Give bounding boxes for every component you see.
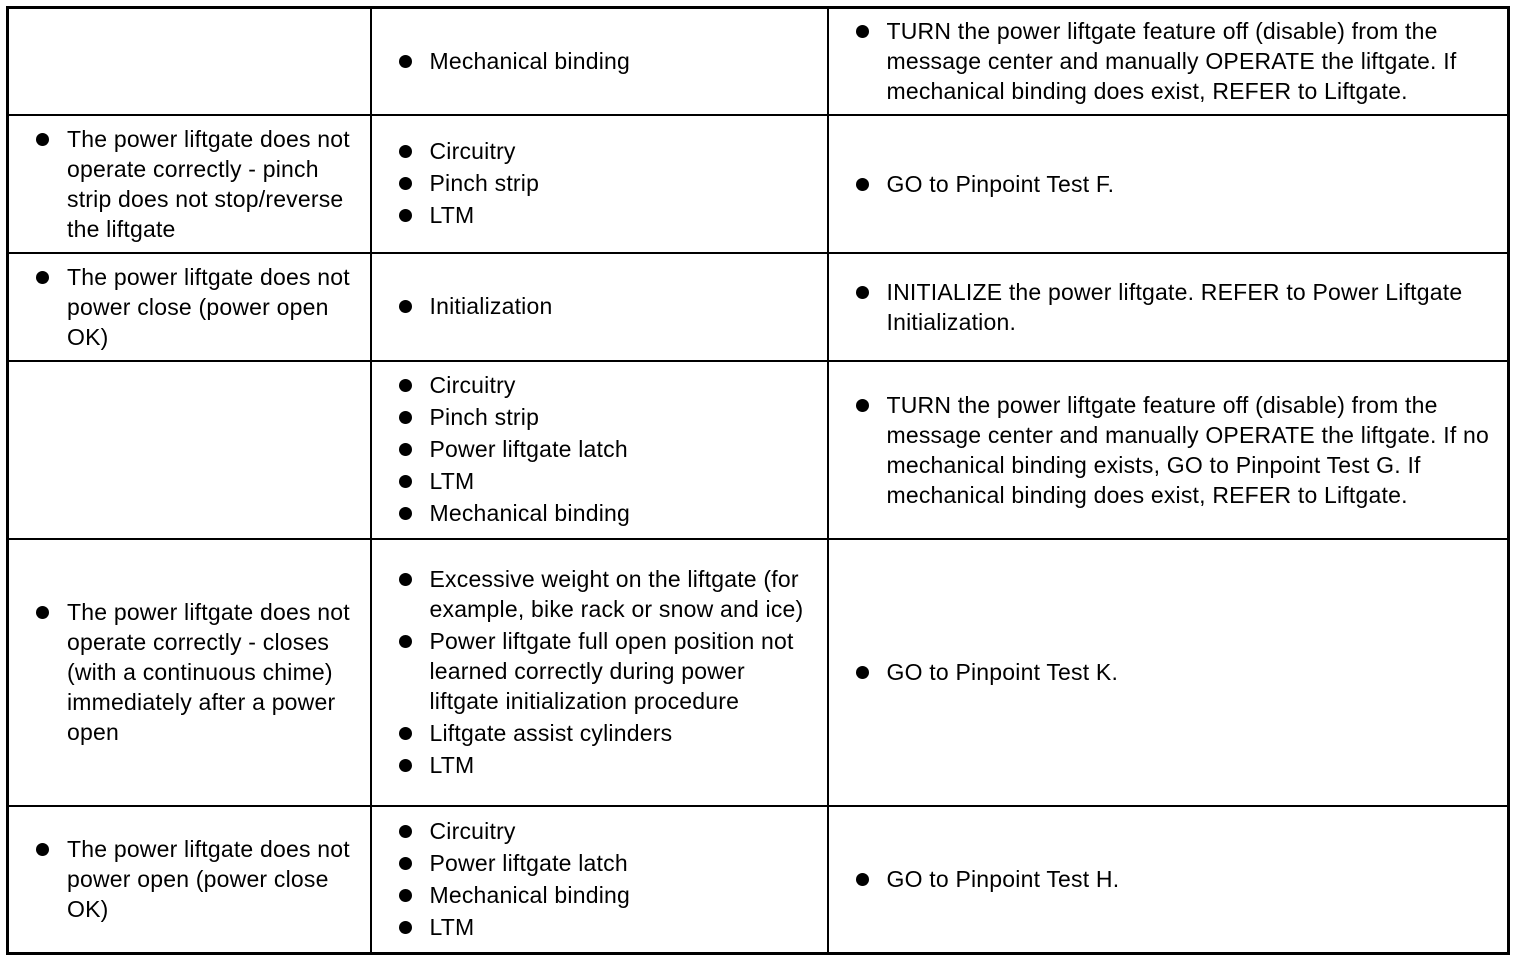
cause-cell — [371, 806, 828, 954]
list-item — [372, 136, 827, 166]
cause-cell — [371, 8, 828, 115]
cause-text: Pinch strip — [429, 404, 540, 430]
list-item — [372, 200, 827, 230]
action-text: INITIALIZE the power liftgate. REFER to Power Liftgate Initialization. — [886, 278, 1463, 335]
list-item — [9, 834, 370, 924]
bullet-icon — [399, 825, 412, 838]
cause-text: Excessive weight on the liftgate (for example, bike rack or snow and ice) — [429, 565, 804, 622]
bullet-icon — [399, 55, 412, 68]
table-row — [8, 361, 1509, 539]
bullet-icon — [399, 573, 412, 586]
cause-text: Mechanical binding — [429, 881, 631, 908]
bullet-icon — [36, 271, 49, 284]
list-item — [372, 880, 827, 910]
action-text: GO to Pinpoint Test F. — [886, 170, 1115, 197]
list-item — [372, 168, 827, 198]
symptom-text: The power liftgate does not power open (power close OK) — [67, 836, 350, 923]
cause-text: Circuitry — [429, 138, 516, 164]
bullet-icon — [399, 921, 412, 934]
bullet-icon — [399, 300, 412, 313]
bullet-icon — [399, 411, 412, 424]
list-item — [829, 864, 1508, 894]
list-item — [372, 626, 827, 716]
symptom-cell — [8, 361, 371, 539]
list-item — [829, 657, 1508, 687]
table-row — [8, 539, 1509, 806]
bullet-icon — [399, 209, 412, 222]
bullet-icon — [399, 857, 412, 870]
list-item — [372, 402, 827, 432]
bullet-icon — [856, 873, 869, 886]
list-item — [829, 277, 1508, 337]
cause-text: Circuitry — [429, 817, 516, 844]
symptom-cell — [8, 8, 371, 115]
action-cell — [828, 115, 1509, 253]
action-text: GO to Pinpoint Test K. — [886, 659, 1119, 685]
list-item — [372, 750, 827, 780]
action-text: GO to Pinpoint Test H. — [886, 866, 1120, 893]
cause-text: LTM — [429, 202, 475, 228]
cause-text: LTM — [429, 468, 475, 494]
bullet-icon — [36, 133, 49, 146]
list-item — [372, 564, 827, 624]
cause-text: Circuitry — [429, 372, 516, 398]
bullet-icon — [399, 759, 412, 772]
bullet-icon — [399, 443, 412, 456]
list-item — [372, 466, 827, 496]
diagnostic-table — [6, 6, 1510, 955]
symptom-text: The power liftgate does not operate correctly - pinch strip does not stop/reverse the liftgate — [67, 125, 350, 242]
symptom-cell — [8, 806, 371, 954]
cause-text: Power liftgate latch — [429, 849, 628, 876]
cause-text: Initialization — [429, 293, 553, 319]
action-cell — [828, 806, 1509, 954]
bullet-icon — [399, 177, 412, 190]
cause-text: Mechanical binding — [429, 500, 631, 526]
list-item — [372, 848, 827, 878]
table-row — [8, 253, 1509, 361]
list-item — [372, 498, 827, 528]
symptom-cell — [8, 115, 371, 253]
action-text: TURN the power liftgate feature off (disable) from the message center and manually OPERATE the liftgate. If mechanical binding does exist, REFER to Liftgate. — [886, 18, 1457, 105]
cause-text: Power liftgate latch — [429, 436, 628, 462]
table-row — [8, 806, 1509, 954]
bullet-icon — [36, 606, 49, 619]
list-item — [372, 816, 827, 846]
table-row — [8, 115, 1509, 253]
bullet-icon — [399, 889, 412, 902]
table-row — [8, 8, 1509, 115]
symptom-text: The power liftgate does not operate correctly - closes (with a continuous chime) immediately after a power open — [67, 599, 350, 745]
list-item — [829, 16, 1508, 106]
bullet-icon — [856, 25, 869, 38]
cause-text: Pinch strip — [429, 170, 540, 196]
action-text: TURN the power liftgate feature off (disable) from the message center and manually OPERATE the liftgate. If no mechanical binding exists, GO to Pinpoint Test G. If mechanical binding does exist, REFER to Liftgate. — [886, 391, 1489, 508]
cause-cell — [371, 253, 828, 361]
bullet-icon — [399, 145, 412, 158]
list-item — [9, 262, 370, 352]
bullet-icon — [399, 507, 412, 520]
bullet-icon — [399, 727, 412, 740]
bullet-icon — [856, 286, 869, 299]
bullet-icon — [399, 475, 412, 488]
symptom-text: The power liftgate does not power close (power open OK) — [67, 263, 350, 350]
action-cell — [828, 361, 1509, 539]
list-item — [9, 597, 370, 747]
list-item — [372, 434, 827, 464]
cause-cell — [371, 115, 828, 253]
bullet-icon — [399, 379, 412, 392]
symptom-cell — [8, 539, 371, 806]
action-cell — [828, 8, 1509, 115]
list-item — [829, 169, 1508, 199]
cause-text: Liftgate assist cylinders — [429, 719, 673, 746]
list-item — [372, 370, 827, 400]
action-cell — [828, 253, 1509, 361]
cause-text: LTM — [429, 751, 475, 778]
list-item — [372, 912, 827, 942]
list-item — [372, 291, 827, 321]
cause-cell — [371, 361, 828, 539]
list-item — [372, 46, 827, 76]
list-item — [9, 124, 370, 244]
cause-text: Power liftgate full open position not learned correctly during power liftgate initialization procedure — [429, 627, 794, 714]
cause-text: LTM — [429, 913, 475, 940]
cause-cell — [371, 539, 828, 806]
bullet-icon — [856, 178, 869, 191]
bullet-icon — [856, 666, 869, 679]
list-item — [372, 718, 827, 748]
action-cell — [828, 539, 1509, 806]
cause-text: Mechanical binding — [429, 47, 631, 74]
list-item — [829, 390, 1508, 510]
bullet-icon — [856, 399, 869, 412]
bullet-icon — [36, 843, 49, 856]
symptom-cell — [8, 253, 371, 361]
bullet-icon — [399, 635, 412, 648]
